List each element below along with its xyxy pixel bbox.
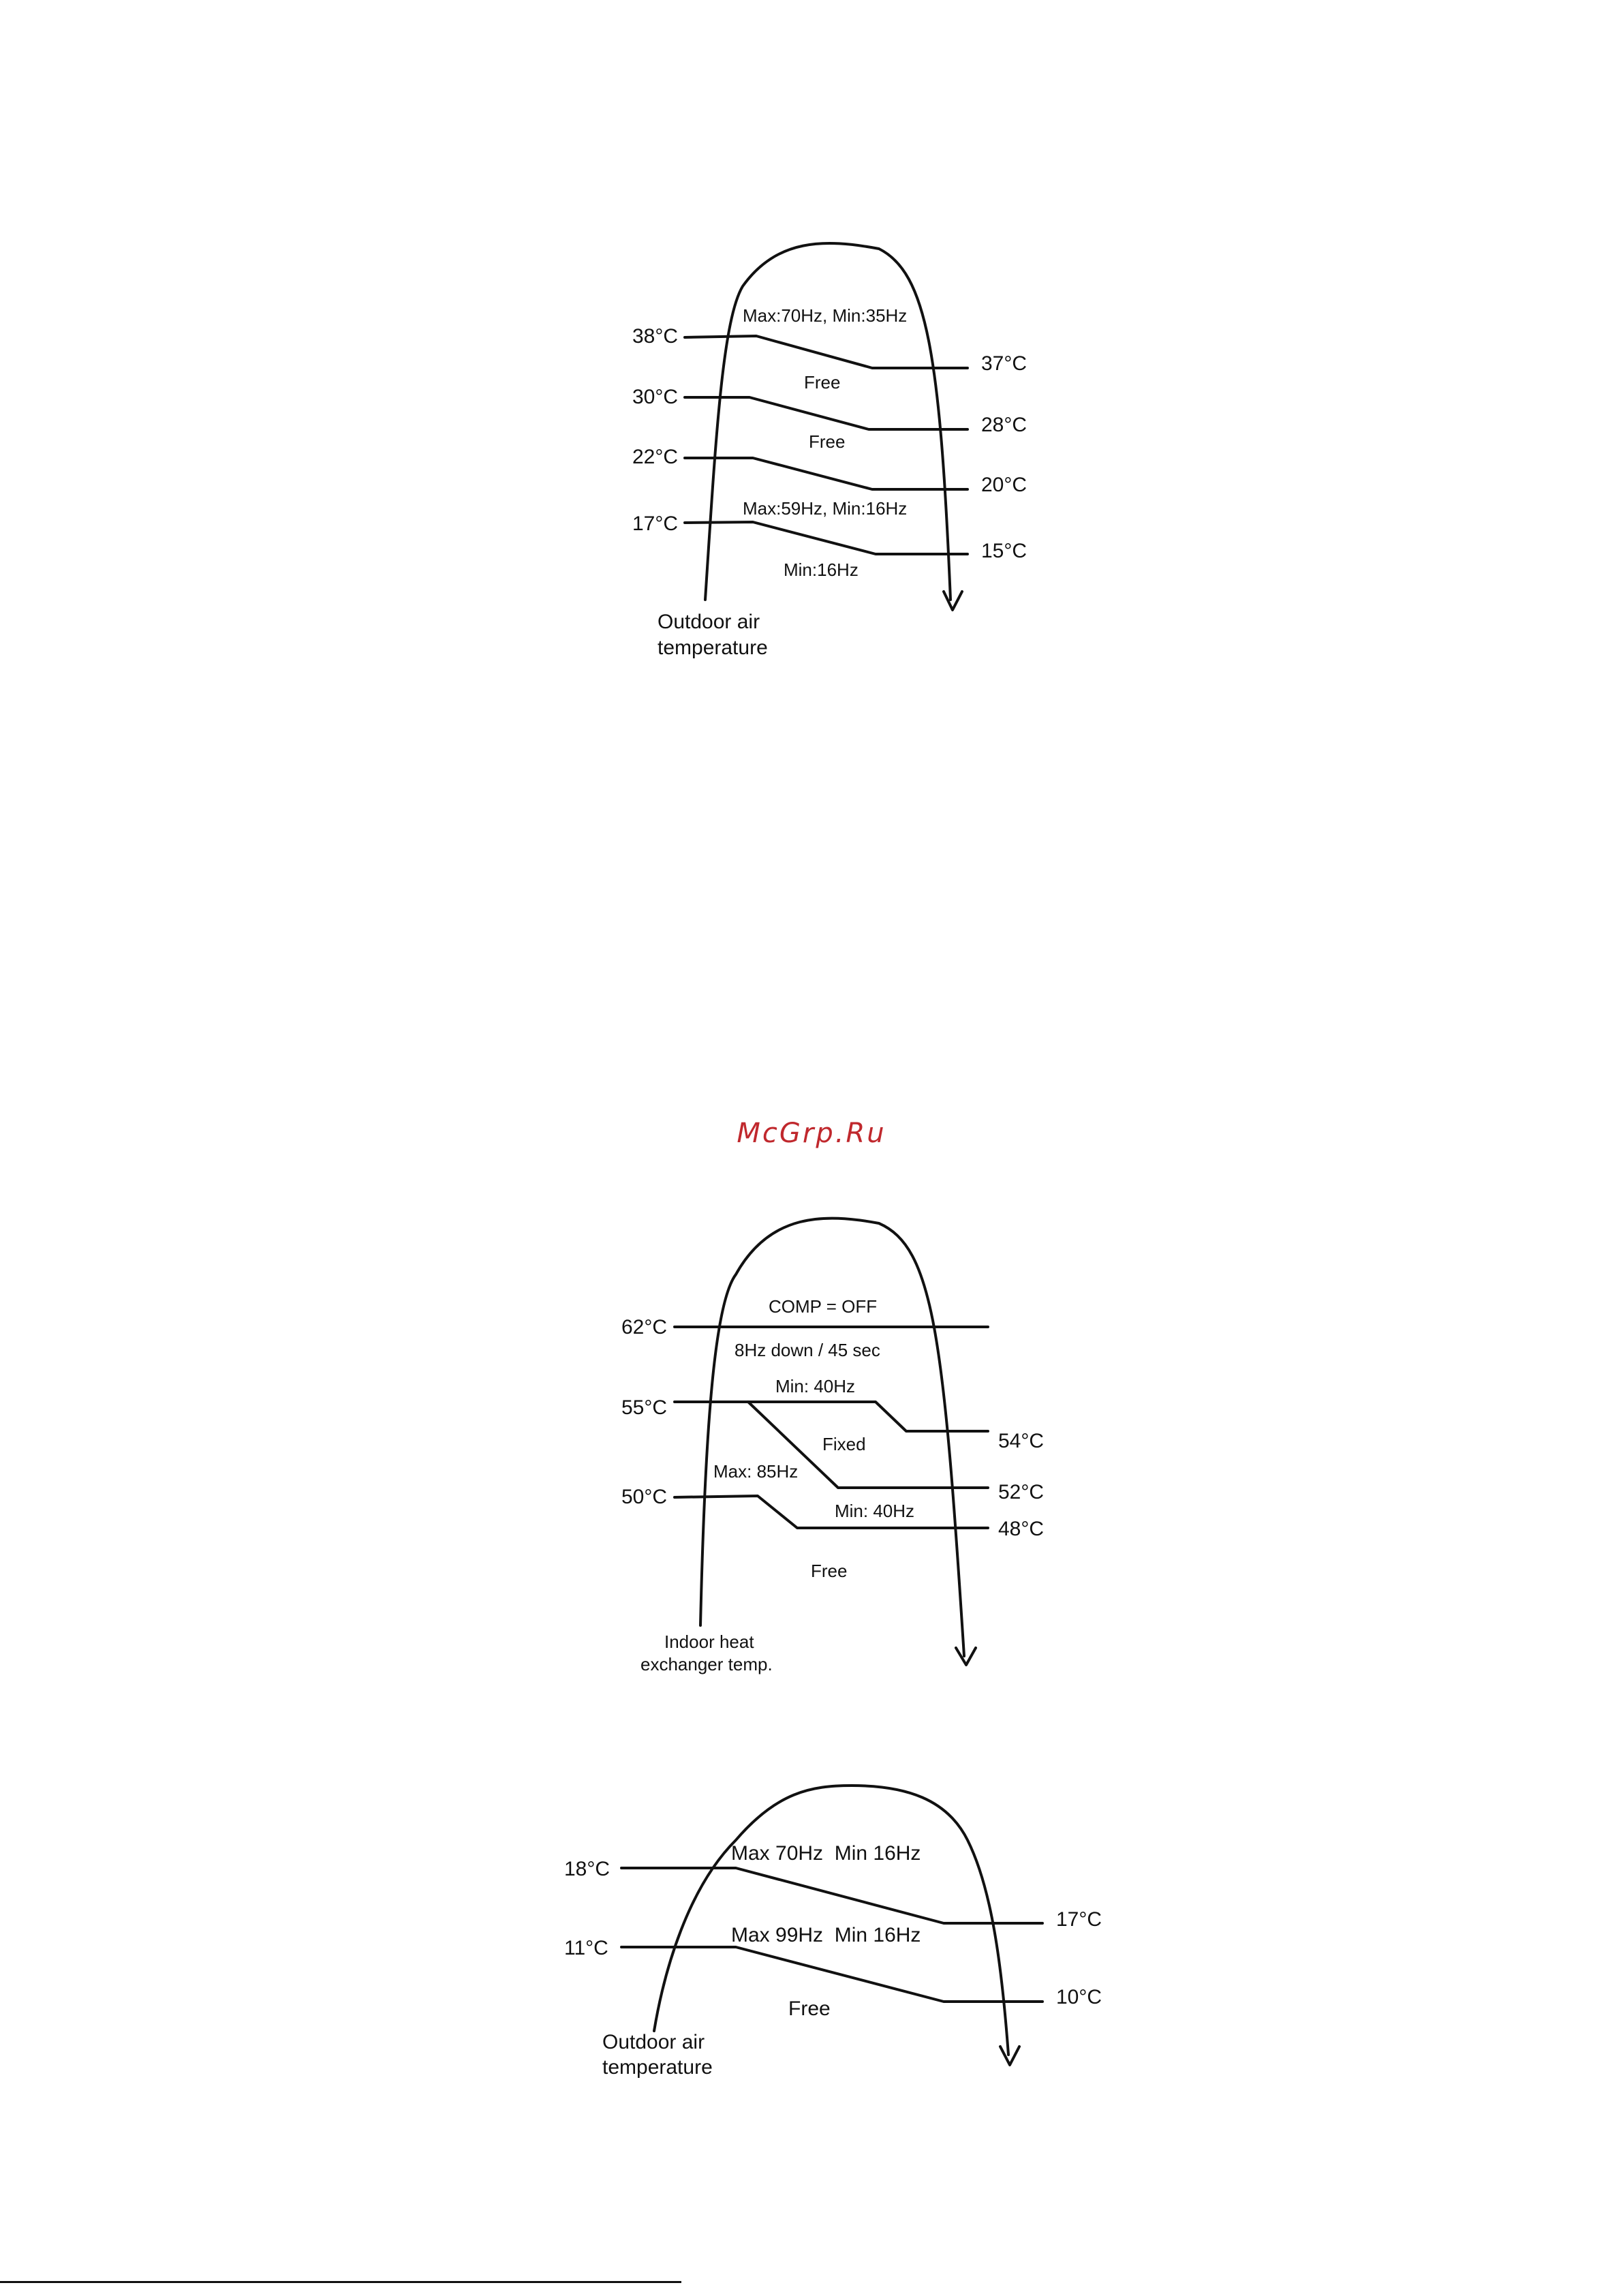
left-temp-label: 50°C bbox=[621, 1486, 668, 1508]
axis-label: Outdoor air bbox=[658, 611, 760, 633]
zone-label: Max 70Hz Min 16Hz bbox=[731, 1842, 921, 1865]
threshold-line-17-15 bbox=[685, 522, 968, 554]
diagram-outdoor-air-1 bbox=[632, 243, 1027, 659]
left-temp-label: 22°C bbox=[632, 446, 679, 468]
zone-label: Free bbox=[809, 431, 846, 452]
zone-label: Min: 40Hz bbox=[775, 1376, 856, 1396]
diagram-indoor-heat-exchanger bbox=[621, 1219, 1044, 1674]
right-temp-label: 37°C bbox=[981, 352, 1027, 375]
right-temp-label: 17°C bbox=[1056, 1908, 1102, 1931]
threshold-line-18-17 bbox=[621, 1868, 1042, 1923]
threshold-line-55-54 bbox=[675, 1402, 988, 1431]
right-temp-label: 20°C bbox=[981, 474, 1027, 496]
left-temp-label: 55°C bbox=[621, 1396, 668, 1419]
zone-label: Max:59Hz, Min:16Hz bbox=[743, 498, 908, 519]
right-temp-label: 52°C bbox=[998, 1481, 1045, 1503]
zone-label: Min: 40Hz bbox=[835, 1501, 915, 1521]
zone-label: 8Hz down / 45 sec bbox=[735, 1340, 880, 1360]
threshold-line-30-28 bbox=[685, 397, 968, 429]
threshold-line-22-20 bbox=[685, 458, 968, 489]
axis-label: exchanger temp. bbox=[640, 1654, 773, 1674]
zone-label: Max: 85Hz bbox=[713, 1461, 799, 1482]
right-temp-label: 10°C bbox=[1056, 1986, 1102, 2008]
diagram-outdoor-air-2 bbox=[564, 1786, 1102, 2079]
left-temp-label: 18°C bbox=[564, 1858, 610, 1880]
zone-label: Min:16Hz bbox=[784, 560, 859, 580]
zone-label: COMP = OFF bbox=[769, 1296, 878, 1317]
axis-label: temperature bbox=[658, 637, 768, 659]
footer-divider bbox=[0, 2281, 681, 2283]
left-temp-label: 62°C bbox=[621, 1316, 668, 1338]
zone-label: Free bbox=[811, 1561, 848, 1581]
right-temp-label: 54°C bbox=[998, 1430, 1045, 1452]
threshold-line-11-10 bbox=[621, 1947, 1042, 2002]
right-temp-label: 15°C bbox=[981, 540, 1027, 562]
arrow-head-icon bbox=[1000, 2047, 1019, 2065]
left-temp-label: 38°C bbox=[632, 325, 679, 348]
arrow-head-icon bbox=[944, 592, 962, 610]
right-temp-label: 48°C bbox=[998, 1518, 1045, 1540]
threshold-line-50-48 bbox=[675, 1496, 988, 1528]
dome-arrow-curve bbox=[705, 243, 950, 600]
zone-label: Free bbox=[804, 372, 841, 393]
arrow-head-icon bbox=[956, 1648, 976, 1665]
axis-label: Indoor heat bbox=[664, 1632, 754, 1652]
dome-arrow-curve bbox=[654, 1786, 1008, 2055]
left-temp-label: 11°C bbox=[564, 1937, 608, 1959]
watermark-text: McGrp.Ru bbox=[737, 1118, 886, 1149]
axis-label: Outdoor air bbox=[602, 2031, 705, 2053]
zone-label: Max:70Hz, Min:35Hz bbox=[743, 305, 908, 326]
zone-label: Fixed bbox=[822, 1434, 866, 1454]
zone-label: Max 99Hz Min 16Hz bbox=[731, 1924, 921, 1946]
left-temp-label: 30°C bbox=[632, 386, 679, 408]
zone-label: Free bbox=[788, 1997, 831, 2020]
axis-label: temperature bbox=[602, 2056, 713, 2079]
left-temp-label: 17°C bbox=[632, 512, 679, 535]
right-temp-label: 28°C bbox=[981, 414, 1027, 436]
